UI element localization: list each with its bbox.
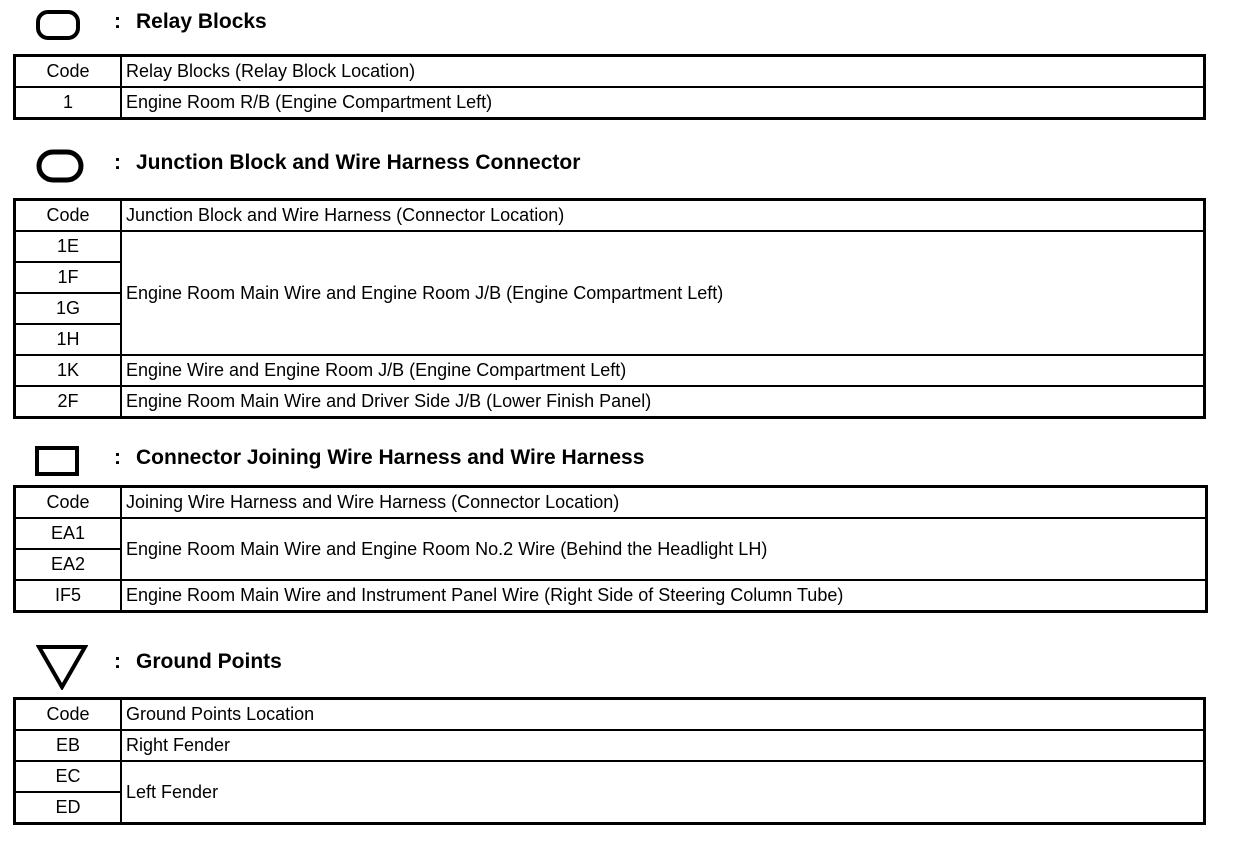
heading-colon: :	[114, 650, 121, 673]
table-row	[15, 231, 1205, 262]
code-cell: 2F	[15, 386, 122, 418]
code-header: Code	[15, 200, 122, 232]
section-title: Junction Block and Wire Harness Connector	[136, 151, 581, 174]
code-cell: 1G	[15, 293, 122, 324]
section-title: Relay Blocks	[136, 10, 267, 33]
square-icon	[35, 446, 79, 482]
code-cell: 1E	[15, 231, 122, 262]
location-header: Junction Block and Wire Harness (Connector Location)	[121, 200, 1205, 232]
table-row	[15, 730, 1205, 761]
connector-joining-table	[13, 485, 1208, 613]
ground-points-table	[13, 697, 1206, 825]
heading-colon: :	[114, 151, 121, 174]
code-cell: EB	[15, 730, 122, 761]
code-header: Code	[15, 487, 122, 519]
location-header: Relay Blocks (Relay Block Location)	[121, 56, 1205, 88]
location-cell: Engine Room Main Wire and Engine Room No.2 Wire (Behind the Headlight LH)	[121, 518, 1207, 580]
location-cell: Engine Room Main Wire and Driver Side J/B (Lower Finish Panel)	[121, 386, 1205, 418]
location-header: Joining Wire Harness and Wire Harness (Connector Location)	[121, 487, 1207, 519]
location-cell: Left Fender	[121, 761, 1205, 824]
section-title: Connector Joining Wire Harness and Wire Harness	[136, 446, 645, 469]
table-header-row	[15, 487, 1207, 519]
code-cell: 1	[15, 87, 122, 119]
code-cell: 1F	[15, 262, 122, 293]
code-header: Code	[15, 699, 122, 731]
location-cell: Right Fender	[121, 730, 1205, 761]
table-row	[15, 580, 1207, 612]
location-cell: Engine Wire and Engine Room J/B (Engine Compartment Left)	[121, 355, 1205, 386]
code-cell: EC	[15, 761, 122, 792]
down-triangle-icon	[36, 644, 88, 696]
table-row	[15, 386, 1205, 418]
section-title: Ground Points	[136, 650, 282, 673]
code-cell: IF5	[15, 580, 122, 612]
code-cell: ED	[15, 792, 122, 824]
heading-colon: :	[114, 446, 121, 469]
table-header-row	[15, 56, 1205, 88]
table-header-row	[15, 200, 1205, 232]
code-cell: EA1	[15, 518, 122, 549]
location-header: Ground Points Location	[121, 699, 1205, 731]
rounded-rect-icon	[36, 10, 80, 46]
table-header-row	[15, 699, 1205, 731]
table-row	[15, 761, 1205, 792]
location-cell: Engine Room Main Wire and Instrument Panel Wire (Right Side of Steering Column Tube)	[121, 580, 1207, 612]
table-row	[15, 87, 1205, 119]
code-cell: EA2	[15, 549, 122, 580]
code-cell: 1H	[15, 324, 122, 355]
location-cell: Engine Room R/B (Engine Compartment Left)	[121, 87, 1205, 119]
junction-block-table	[13, 198, 1206, 419]
location-cell: Engine Room Main Wire and Engine Room J/B (Engine Compartment Left)	[121, 231, 1205, 355]
table-row	[15, 518, 1207, 549]
table-row	[15, 355, 1205, 386]
code-cell: 1K	[15, 355, 122, 386]
heading-colon: :	[114, 10, 121, 33]
relay-blocks-table	[13, 54, 1206, 120]
code-header: Code	[15, 56, 122, 88]
oval-icon	[36, 149, 84, 189]
